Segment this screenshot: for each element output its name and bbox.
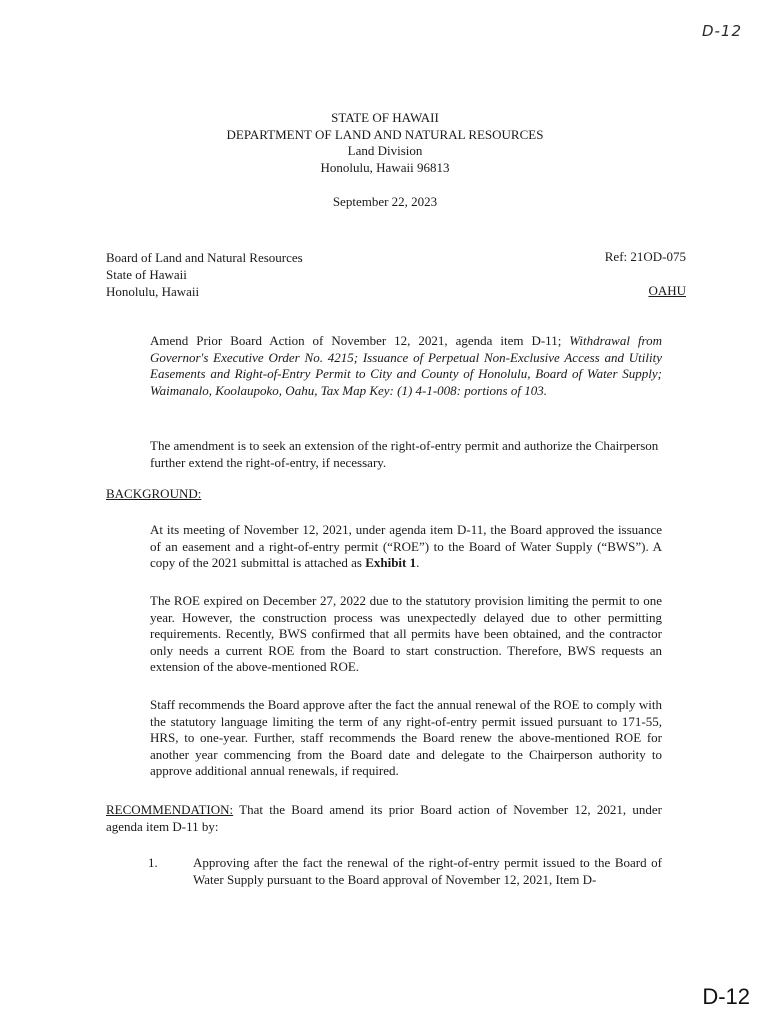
page-identifier: D-12 — [702, 984, 750, 1009]
background-p1-text: At its meeting of November 12, 2021, under agenda item D-11, the Board approved the issuance of an easement and a right-of-entry permit (“ROE”) to the Board of Water Supply (“BWS”). A copy of the 2021 submittal is attached as — [150, 522, 662, 570]
background-paragraph-1 — [150, 522, 662, 572]
recommendation-heading: RECOMMENDATION: — [106, 802, 234, 817]
letterhead-state: STATE OF HAWAII — [331, 110, 439, 125]
recommendation-item-1: Approving after the fact the renewal of the right-of-entry permit issued to the Board of Water Supply pursuant to the Board approval of November 12, 2021, Item D- — [193, 855, 662, 887]
addressee-line-1: Board of Land and Natural Resources — [106, 250, 303, 265]
letterhead-department: DEPARTMENT OF LAND AND NATURAL RESOURCES — [226, 126, 544, 142]
addressee-line-2: State of Hawaii — [106, 267, 187, 282]
recommendation-item-number: 1. — [148, 855, 158, 870]
recommendation-paragraph — [106, 802, 662, 835]
handwritten-page-label: D-12 — [701, 22, 742, 40]
letterhead-city: Honolulu, Hawaii 96813 — [320, 159, 450, 175]
subject-title: Withdrawal from Governor's Executive Order No. 4215; Issuance of Perpetual Non-Exclusive Access and Utility Easements and Right-of-Entry Permit to City and County of Honolulu, Board of Water Supply; Waimanalo, Koolaupoko, Oahu, Tax Map Key: (1) 4-1-008: portions of 103. — [150, 333, 662, 398]
document-date: September 22, 2023 — [332, 194, 438, 209]
island-label: OAHU — [648, 283, 686, 298]
background-p1-end: . — [416, 555, 420, 570]
letterhead-division: Land Division — [347, 143, 423, 158]
background-heading: BACKGROUND: — [106, 486, 202, 501]
addressee-block — [106, 249, 303, 300]
subject-prefix: Amend Prior Board Action of November 12, 2021, agenda item D-11; — [150, 333, 570, 348]
amendment-paragraph: The amendment is to seek an extension of the right-of-entry permit and authorize the Chairperson further extend the right-of-entry, if necessary. — [150, 438, 659, 470]
background-paragraph-2: The ROE expired on December 27, 2022 due to the statutory provision limiting the permit to one year. However, the construction process was unexpectedly delayed due to other permitting requirements. Recently, BWS confirmed that all permits have been obtained, and the contractor only needs a current ROE from the Board to start construction. Therefore, BWS requests an extension of the above-mentioned ROE. — [150, 593, 662, 674]
subject-paragraph — [150, 333, 662, 399]
recommendation-text: That the Board amend its prior Board action of November 12, 2021, under agenda item D-11 by: — [106, 802, 662, 834]
background-paragraph-3: Staff recommends the Board approve after the fact the annual renewal of the ROE to comply with the statutory language limiting the term of any right-of-entry permit issued pursuant to 171-55, HRS, to one-year. Further, staff recommends the Board renew the above-mentioned ROE for another year commencing from the Board date and delegate to the Chairperson authority to approve additional annual renewals, if required. — [150, 697, 662, 778]
letterhead — [0, 110, 770, 176]
exhibit-reference: Exhibit 1 — [365, 555, 417, 570]
addressee-line-3: Honolulu, Hawaii — [106, 284, 200, 299]
reference-number: Ref: 21OD-075 — [604, 249, 686, 264]
